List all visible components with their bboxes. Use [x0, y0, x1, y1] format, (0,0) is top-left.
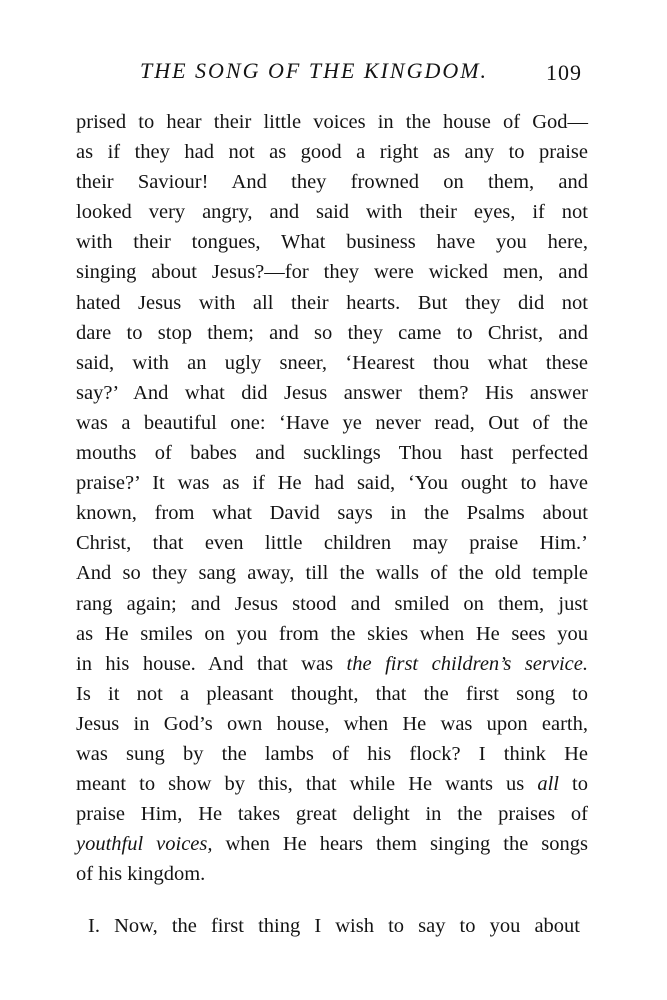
text-line	[76, 468, 588, 498]
text-segment: praise Him, He takes great delight in the praises of	[76, 803, 588, 826]
text-line	[76, 558, 588, 588]
text-line	[76, 589, 588, 619]
text-line	[76, 709, 588, 739]
section-text: Now, the first thing I wish to say to you about	[114, 915, 580, 937]
text-segment: rang again; and Jesus stood and smiled on them, just	[76, 592, 588, 615]
text-line	[76, 799, 588, 829]
text-line	[76, 649, 588, 679]
text-segment: was a beautiful one: ‘Have ye never read, Out of the	[76, 411, 588, 434]
text-line	[76, 197, 588, 227]
text-line	[76, 829, 588, 859]
page-number: 109	[546, 60, 582, 85]
text-line	[76, 408, 588, 438]
text-line	[76, 318, 588, 348]
text-segment: And so they sang away, till the walls of the old temple	[76, 562, 588, 585]
text-line	[76, 859, 588, 889]
text-line	[76, 348, 588, 378]
section-opening-line	[88, 911, 580, 941]
text-segment: prised to hear their little voices in the house of God—	[76, 111, 588, 133]
text-line	[76, 438, 588, 468]
text-segment: said, with an ugly sneer, ‘Hearest thou what these	[76, 351, 588, 374]
text-segment: to	[559, 773, 588, 796]
text-segment: say?’ And what did Jesus answer them? His answer	[76, 381, 588, 404]
text-segment: singing about Jesus?—for they were wicked men, and	[76, 261, 588, 284]
text-line	[76, 528, 588, 558]
italic-phrase: youthful voices,	[76, 833, 213, 856]
text-segment: when He hears them singing the songs	[212, 833, 589, 856]
text-segment: dare to stop them; and so they came to Christ, and	[76, 321, 588, 344]
section-number: I.	[88, 915, 100, 937]
text-segment: their Saviour! And they frowned on them, and	[76, 171, 588, 194]
text-segment: meant to show by this, that while He wants us	[76, 773, 538, 796]
italic-phrase: the first children’s service.	[346, 652, 588, 675]
running-title: THE SONG OF THE KINGDOM.	[140, 58, 489, 83]
body-paragraph	[76, 107, 588, 889]
text-segment: in his house. And that was	[76, 652, 347, 675]
text-segment: hated Jesus with all their hearts. But they did not	[76, 291, 588, 314]
text-line	[76, 227, 588, 257]
text-segment: Jesus in God’s own house, when He was upon earth,	[76, 712, 588, 735]
text-segment: Is it not a pleasant thought, that the first song to	[76, 682, 588, 705]
text-segment: Christ, that even little children may praise Him.’	[76, 532, 588, 555]
text-segment: mouths of babes and sucklings Thou hast perfected	[76, 442, 588, 465]
text-segment: looked very angry, and said with their eyes, if not	[76, 201, 588, 224]
text-segment: praise?’ It was as if He had said, ‘You ought to have	[76, 472, 588, 495]
text-segment: known, from what David says in the Psalms about	[76, 502, 588, 525]
text-segment: was sung by the lambs of his flock? I think He	[76, 742, 588, 765]
text-line	[76, 498, 588, 528]
text-line	[76, 288, 588, 318]
text-line	[76, 257, 588, 287]
text-line	[76, 167, 588, 197]
text-line	[76, 739, 588, 769]
italic-phrase: all	[537, 773, 559, 796]
text-segment: of his kingdom.	[76, 863, 206, 886]
text-segment: as He smiles on you from the skies when He sees you	[76, 622, 588, 645]
text-line	[76, 619, 588, 649]
text-segment: with their tongues, What business have you here,	[76, 231, 588, 254]
text-line	[76, 107, 588, 137]
text-line	[76, 137, 588, 167]
text-line	[76, 769, 588, 799]
text-segment: as if they had not as good a right as any to praise	[76, 141, 588, 164]
text-line	[76, 679, 588, 709]
text-line	[76, 378, 588, 408]
